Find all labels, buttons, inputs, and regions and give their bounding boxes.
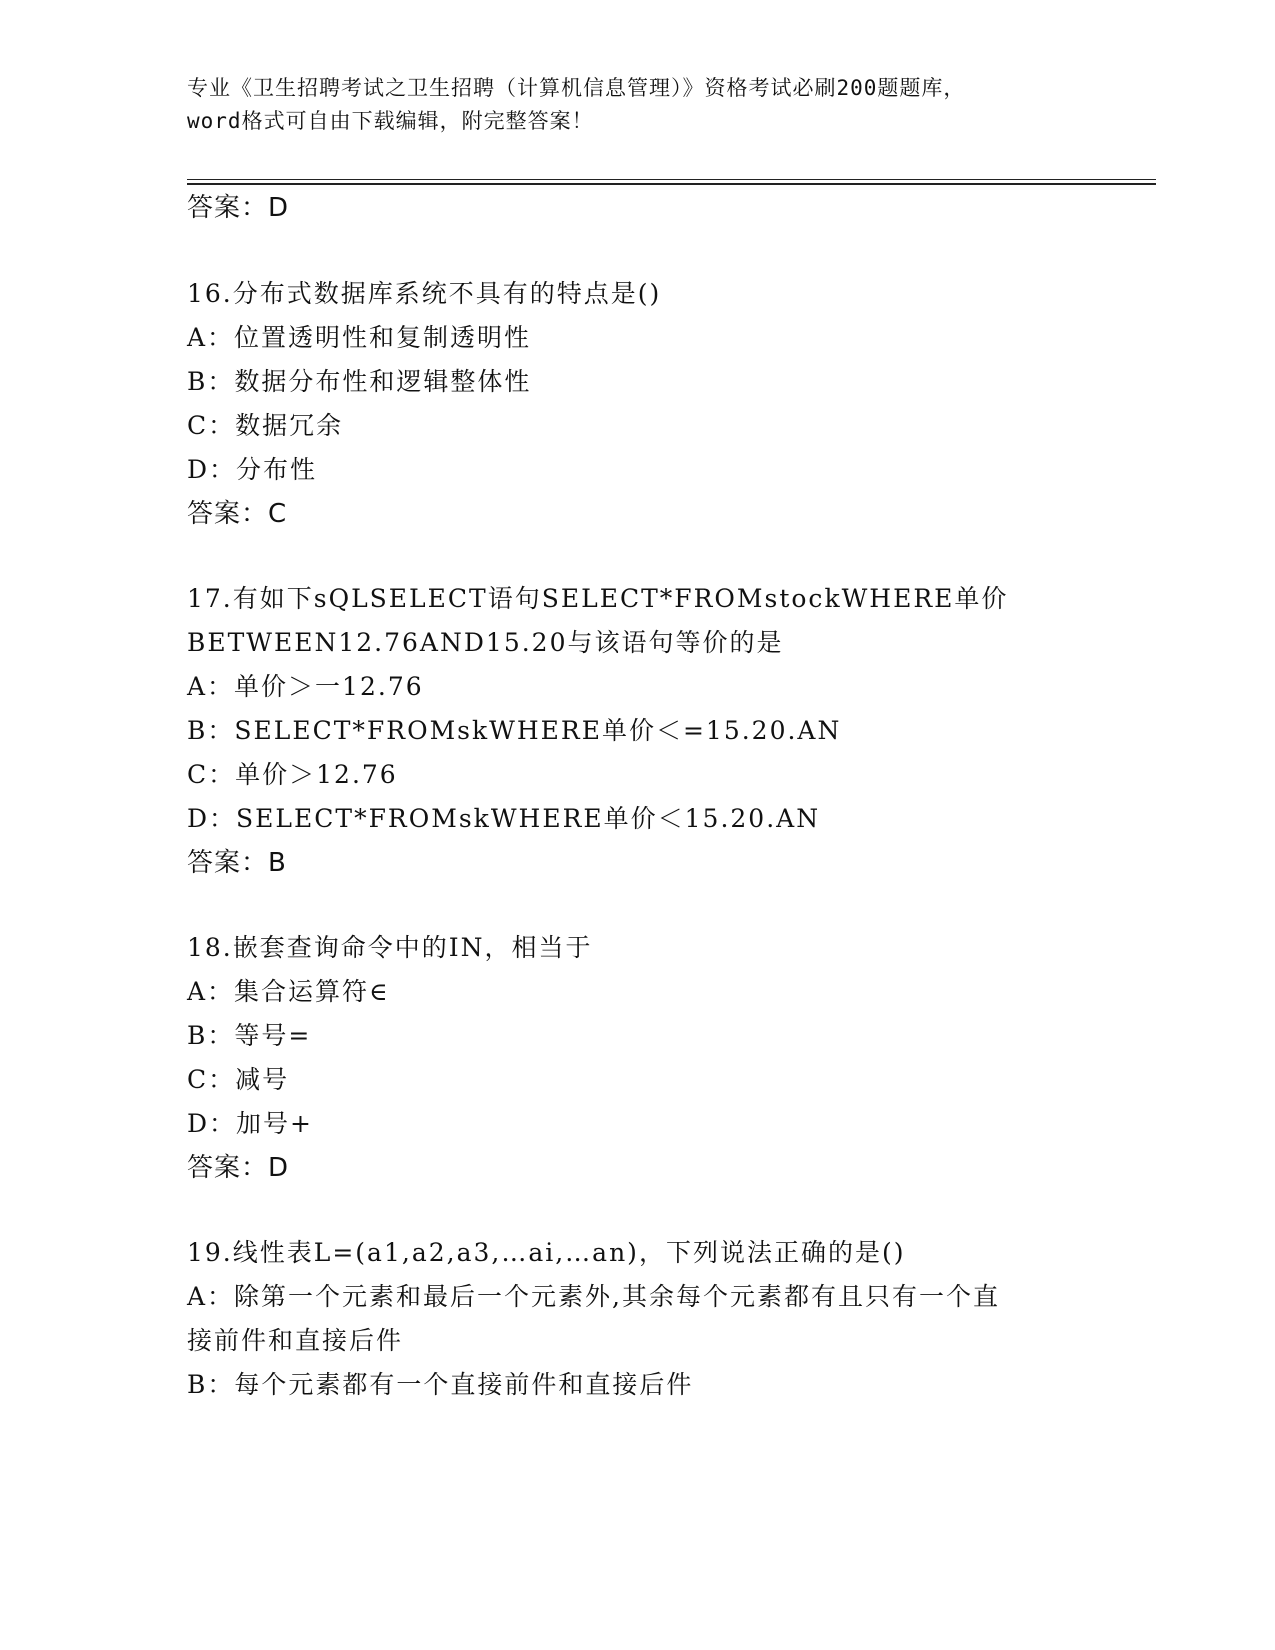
question-19-option-a: A：除第一个元素和最后一个元素外,其余每个元素都有且只有一个直 bbox=[187, 1282, 1001, 1311]
header-divider-bold bbox=[187, 183, 1156, 185]
question-16-option-b: B：数据分布性和逻辑整体性 bbox=[187, 367, 532, 396]
question-17-answer: 答案：B bbox=[187, 848, 287, 878]
header-line-1: 专业《卫生招聘考试之卫生招聘（计算机信息管理）》资格考试必刷200题题库， bbox=[187, 76, 966, 100]
question-17-option-c: C：单价＞12.76 bbox=[187, 760, 398, 789]
question-16-option-a: A：位置透明性和复制透明性 bbox=[187, 323, 532, 352]
question-19-option-a-continued: 接前件和直接后件 bbox=[187, 1326, 404, 1355]
question-17-option-d: D：SELECT*FROMskWHERE单价＜15.20.AN bbox=[187, 804, 821, 833]
header-divider bbox=[187, 179, 1156, 180]
question-16-stem: 16.分布式数据库系统不具有的特点是() bbox=[187, 279, 662, 308]
question-17-stem-line-2: BETWEEN12.76AND15.20与该语句等价的是 bbox=[187, 628, 784, 657]
previous-answer: 答案：D bbox=[187, 193, 290, 223]
question-18-option-a: A：集合运算符∈ bbox=[187, 977, 390, 1006]
question-16-option-c: C：数据冗余 bbox=[187, 411, 344, 440]
question-18-option-b: B：等号= bbox=[187, 1021, 312, 1050]
question-19-option-b: B：每个元素都有一个直接前件和直接后件 bbox=[187, 1370, 694, 1399]
question-18-answer: 答案：D bbox=[187, 1153, 290, 1183]
question-17-stem-line-1: 17.有如下sQLSELECT语句SELECT*FROMstockWHERE单价 bbox=[187, 584, 1009, 613]
question-18-option-c: C：减号 bbox=[187, 1065, 290, 1094]
question-18-option-d: D：加号+ bbox=[187, 1109, 313, 1138]
question-17-option-b: B：SELECT*FROMskWHERE单价＜=15.20.AN bbox=[187, 716, 842, 745]
document-header bbox=[187, 72, 1087, 138]
question-18-stem: 18.嵌套查询命令中的IN，相当于 bbox=[187, 933, 593, 962]
question-19-stem: 19.线性表L=(a1,a2,a3,…ai,…an)，下列说法正确的是() bbox=[187, 1238, 906, 1267]
question-16-option-d: D：分布性 bbox=[187, 455, 318, 484]
question-16-answer: 答案：C bbox=[187, 499, 288, 529]
header-line-2: word格式可自由下载编辑，附完整答案！ bbox=[187, 109, 594, 133]
question-17-option-a: A：单价＞一12.76 bbox=[187, 672, 424, 701]
